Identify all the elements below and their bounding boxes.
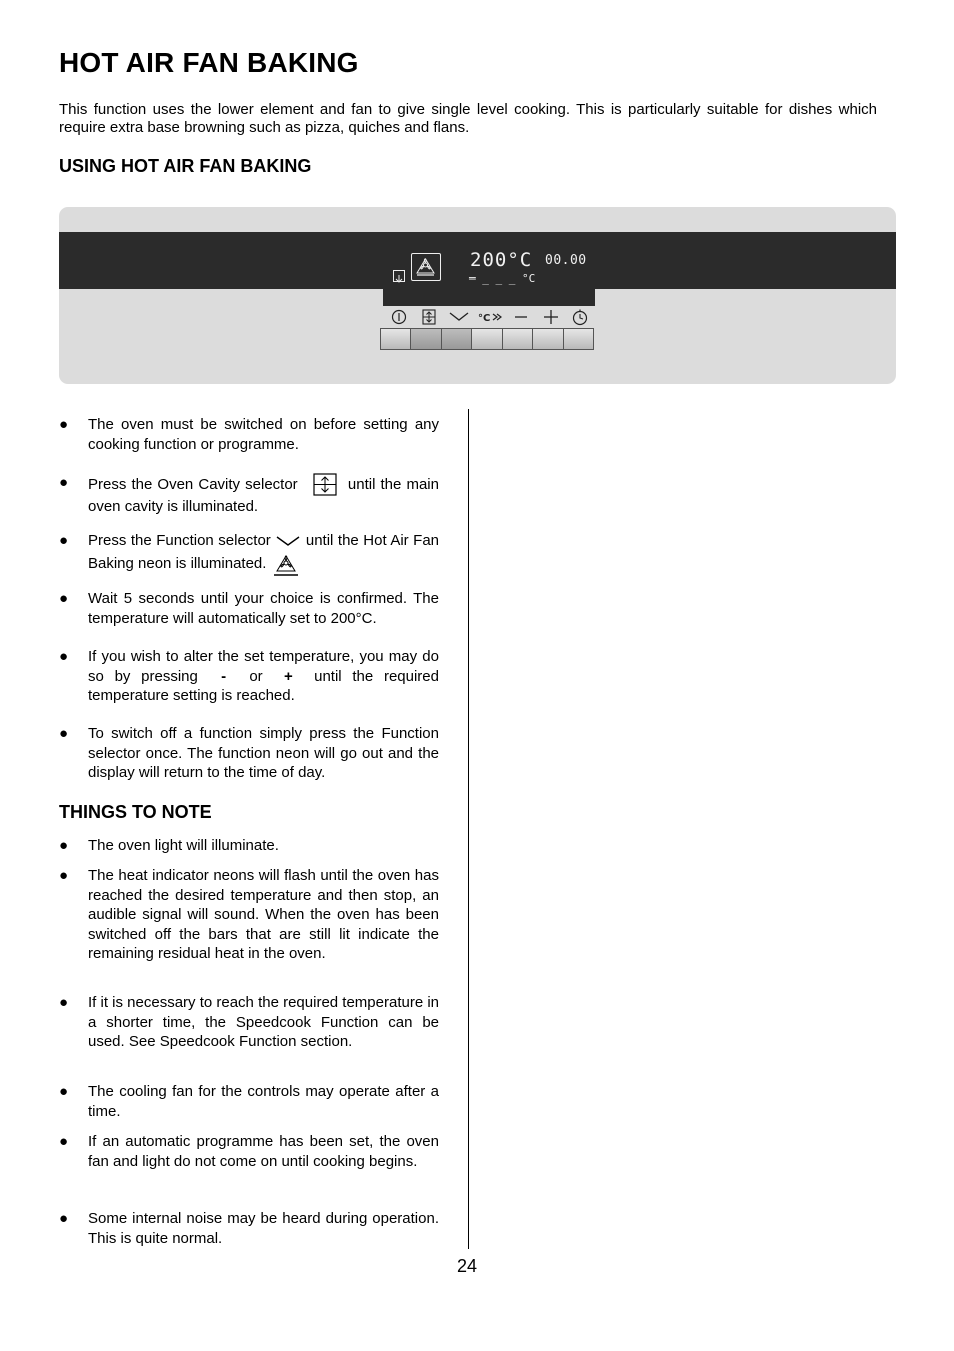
intro-paragraph: This function uses the lower element and fan to give single level cooking. This is particularly suitable for dishes which require extra base browning such as pizza, quiches and flans. bbox=[59, 101, 877, 136]
list-item-text bbox=[88, 531, 439, 577]
bullet-dot: ● bbox=[59, 532, 69, 549]
column-divider bbox=[468, 409, 469, 1249]
plus-symbol: + bbox=[284, 667, 293, 685]
bullet-dot: ● bbox=[59, 725, 69, 742]
bullet-dot: ● bbox=[59, 416, 69, 433]
oven-cavity-button bbox=[411, 329, 441, 349]
control-panel-illustration bbox=[59, 207, 896, 384]
list-item-text: Wait 5 seconds until your choice is confirmed. The temperature will automatically set to 200°C. bbox=[88, 590, 439, 627]
plus-icon bbox=[541, 307, 561, 327]
minus-symbol: - bbox=[221, 667, 227, 685]
list-item-text bbox=[88, 647, 439, 706]
display-temperature: 200°C bbox=[470, 249, 533, 271]
list-item-text: If it is necessary to reach the required temperature in a shorter time, the Speedcook Function can be used. See Speedcook Function section. bbox=[88, 994, 440, 1050]
control-icon-row bbox=[381, 307, 595, 327]
hot-air-fan-baking-icon bbox=[271, 551, 301, 577]
list-item-text: The heat indicator neons will flash until the oven has reached the desired temperature and then stop, an audible signal will sound. When the oven has been switched off the bars that are still lit indicate the remaining residual heat in the oven. bbox=[88, 867, 439, 962]
display-time: 00.00 bbox=[545, 253, 587, 268]
page-number: 24 bbox=[457, 1256, 478, 1276]
bullet-dot: ● bbox=[59, 994, 69, 1011]
step-text-before: Press the Function selector bbox=[88, 532, 271, 549]
on-off-icon bbox=[389, 307, 409, 327]
step-text-or: or bbox=[249, 667, 263, 685]
bullet-dot: ● bbox=[59, 590, 69, 607]
list-item-text: The cooling fan for the controls may operate after a time. bbox=[88, 1083, 439, 1120]
minus-button bbox=[503, 329, 533, 349]
timer-button bbox=[564, 329, 593, 349]
step-text-before: Press the Oven Cavity selector bbox=[88, 475, 298, 493]
bullet-dot: ● bbox=[59, 1210, 69, 1227]
bullet-dot: ● bbox=[59, 648, 69, 665]
plus-button bbox=[533, 329, 563, 349]
step-text-after: until the main oven cavity is illuminated. bbox=[88, 475, 439, 515]
list-item-text bbox=[88, 473, 439, 517]
list-item-text: The oven light will illuminate. bbox=[88, 837, 279, 854]
section-heading-using: USING HOT AIR FAN BAKING bbox=[59, 156, 312, 176]
list-item-text: If an automatic programme has been set, the oven fan and light do not come on until cooking begins. bbox=[88, 1133, 439, 1170]
fan-baking-display-icon bbox=[411, 253, 441, 281]
speedcook-icon bbox=[478, 307, 504, 327]
bullet-dot: ● bbox=[59, 1133, 69, 1150]
list-item-text: Some internal noise may be heard during operation. This is quite normal. bbox=[88, 1210, 439, 1247]
svg-text:°C: °C bbox=[478, 313, 491, 324]
list-item-text: To switch off a function simply press the Function selector once. The function neon will go out and the display will return to the time of day. bbox=[88, 725, 439, 781]
oven-cavity-selector-icon bbox=[303, 473, 343, 497]
step-text-after: until the Hot Air Fan Baking neon is illuminated. bbox=[88, 532, 440, 572]
cavity-indicator-icon bbox=[393, 270, 405, 282]
minus-icon bbox=[511, 307, 531, 327]
function-button bbox=[442, 329, 472, 349]
bullet-dot: ● bbox=[59, 474, 69, 491]
display-heat-bars: ═ _ _ _ °C bbox=[469, 272, 536, 285]
oven-cavity-icon bbox=[419, 307, 439, 327]
on-off-button bbox=[381, 329, 411, 349]
timer-icon bbox=[570, 307, 590, 327]
control-button-strip bbox=[380, 328, 594, 350]
step-text-before: If you wish to alter the set temperature, you may do so by pressing bbox=[88, 648, 439, 685]
list-item-text: The oven must be switched on before setting any cooking function or programme. bbox=[88, 416, 439, 453]
function-selector-icon bbox=[275, 534, 301, 548]
bullet-dot: ● bbox=[59, 1083, 69, 1100]
step-text-after: until the required temperature setting is reached. bbox=[88, 667, 439, 704]
bullet-dot: ● bbox=[59, 837, 69, 854]
section-heading-notes: THINGS TO NOTE bbox=[59, 802, 212, 822]
function-selector-icon bbox=[449, 307, 469, 327]
page-title: HOT AIR FAN BAKING bbox=[59, 47, 359, 78]
speedcook-button bbox=[472, 329, 502, 349]
bullet-dot: ● bbox=[59, 867, 69, 884]
